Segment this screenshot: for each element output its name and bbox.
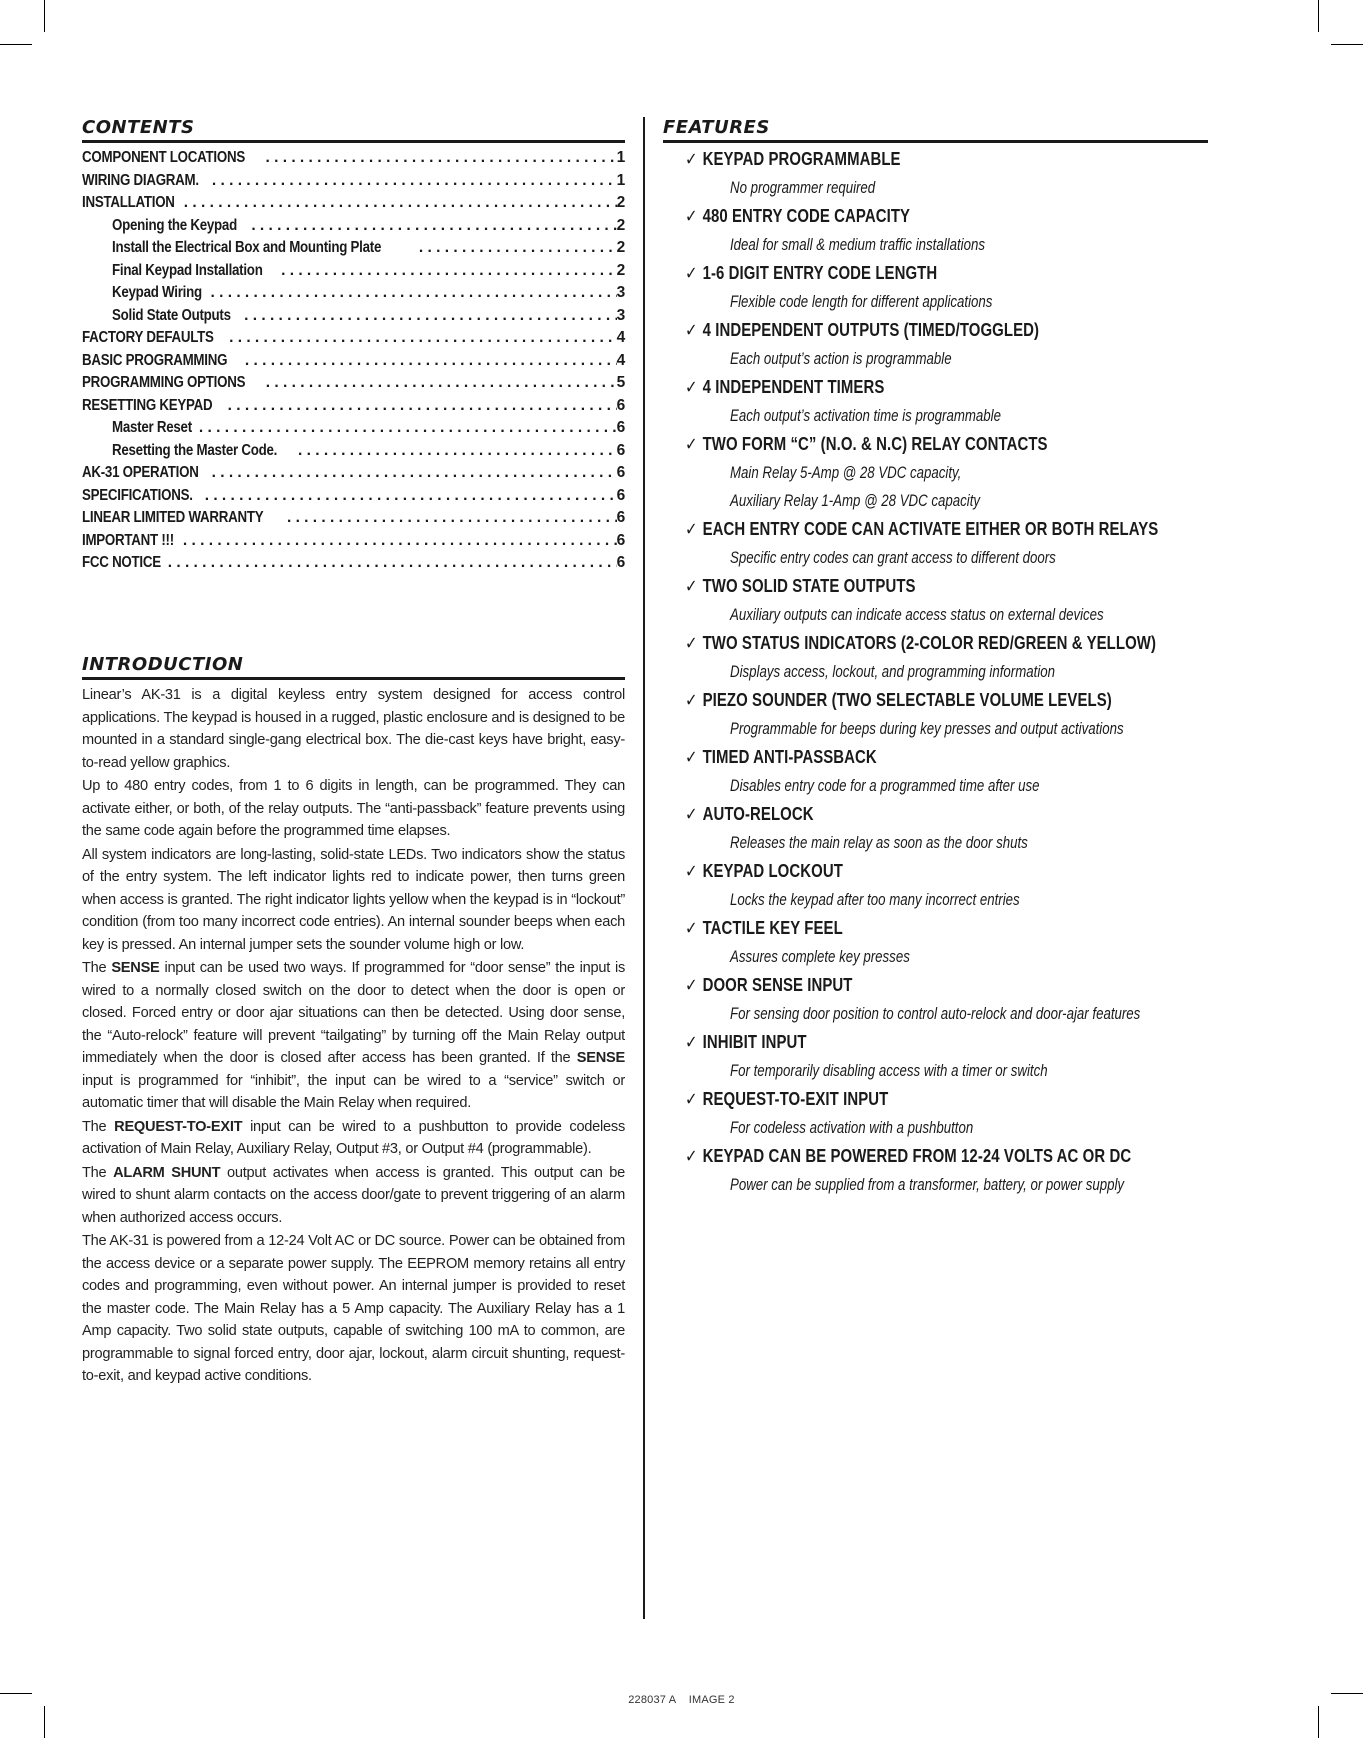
toc-leader-dots: [206, 464, 617, 482]
toc-entry-label: Install the Electrical Box and Mounting Plate: [112, 239, 382, 256]
toc-leader-dots: [222, 397, 617, 415]
feature-item: [663, 914, 1208, 971]
toc-leader-dots: [223, 329, 617, 347]
feature-title-text: KEYPAD CAN BE POWERED FROM 12-24 VOLTS AC OR DC: [702, 1146, 1132, 1166]
toc-leader-dots: [260, 374, 617, 392]
feature-title-text: 4 INDEPENDENT TIMERS: [702, 377, 885, 397]
toc-entry: [82, 262, 625, 285]
feature-title: [685, 971, 853, 1000]
intro-paragraph: The AK-31 is powered from a 12-24 Volt AC or DC source. Power can be obtained from the access device or a separate power supply. The EEPROM memory retains all entry codes and programming, even without power. An internal jumper is provided to reset the master code. The Main Relay has a 5 Amp capacity. The Auxiliary Relay has a 1 Amp capacity. Two solid state outputs, capable of switching 100 mA to common, are programmable to signal forced entry, door ajar, lockout, alarm circuit shunting, request-to-exit, and keypad active conditions.: [82, 1233, 625, 1384]
feature-title: [685, 1028, 807, 1057]
toc-entry: [82, 532, 625, 555]
toc-entry-page: 6: [616, 554, 625, 571]
feature-item: [663, 629, 1208, 686]
feature-item: [663, 572, 1208, 629]
left-column: [82, 117, 625, 1384]
checkmark-icon: ✓: [685, 377, 698, 398]
toc-entry-page: 6: [616, 464, 625, 481]
feature-title-text: 4 INDEPENDENT OUTPUTS (TIMED/TOGGLED): [702, 320, 1040, 340]
feature-description: Power can be supplied from a transformer, battery, or power supply: [730, 1175, 1125, 1194]
term-alarm-shunt: ALARM SHUNT: [113, 1164, 221, 1181]
checkmark-icon: ✓: [685, 1032, 698, 1053]
feature-item: [663, 515, 1208, 572]
feature-item: [663, 202, 1208, 259]
toc-entry-page: 6: [616, 509, 625, 526]
toc-entry: [82, 554, 625, 577]
toc-leader-dots: [238, 307, 617, 325]
feature-title-text: AUTO-RELOCK: [702, 804, 814, 824]
feature-description: Disables entry code for a programmed time after use: [730, 776, 1040, 795]
toc-leader-dots: [177, 532, 617, 550]
toc-entry: [82, 284, 625, 307]
toc-entry-label: Master Reset: [112, 419, 192, 436]
toc-entry-label: FACTORY DEFAULTS: [82, 329, 214, 346]
toc-entry-label: IMPORTANT !!!: [82, 531, 174, 549]
toc-entry-label: COMPONENT LOCATIONS: [82, 149, 245, 166]
term-sense: SENSE: [111, 960, 160, 976]
table-of-contents: [82, 149, 625, 577]
checkmark-icon: ✓: [685, 975, 698, 996]
toc-entry: [82, 329, 625, 352]
feature-description: Ideal for small & medium traffic installations: [730, 235, 985, 254]
introduction-section: [82, 654, 625, 1389]
toc-entry-page: 2: [616, 216, 625, 234]
toc-entry: [82, 352, 625, 375]
feature-title-text: INHIBIT INPUT: [702, 1032, 807, 1052]
toc-entry: [82, 172, 625, 195]
feature-item: [663, 743, 1208, 800]
toc-entry-page: 3: [616, 306, 625, 324]
feature-description: Each output’s activation time is programmable: [730, 406, 1001, 425]
checkmark-icon: ✓: [685, 918, 698, 939]
toc-entry: [82, 419, 625, 442]
feature-title: [685, 572, 916, 601]
feature-item: [663, 430, 1208, 515]
toc-entry-page: 1: [616, 149, 625, 166]
toc-entry-label: RESETTING KEYPAD: [82, 396, 213, 414]
toc-leader-dots: [281, 509, 617, 527]
feature-description: Flexible code length for different applications: [730, 292, 993, 311]
toc-entry-label: BASIC PROGRAMMING: [82, 351, 228, 369]
intro-paragraph: All system indicators are long-lasting, solid-state LEDs. Two indicators show the status of the entry system. The left indicator lights red to indicate power, then turns green when access is granted. The right indicator lights yellow when the keypad is in “lockout” condition (from too many incorrect code entries). An internal sounder beeps when each key is pressed. An internal jumper sets the sounder volume high or low.: [82, 846, 625, 953]
feature-description: Programmable for beeps during key presses and output activations: [730, 719, 1124, 738]
feature-title-text: PIEZO SOUNDER (TWO SELECTABLE VOLUME LEVELS): [702, 690, 1112, 710]
feature-title-text: TWO SOLID STATE OUTPUTS: [702, 576, 916, 596]
toc-leader-dots: [239, 352, 617, 370]
feature-title: [685, 515, 1158, 544]
toc-leader-dots: [259, 149, 616, 167]
toc-entry-label: Solid State Outputs: [112, 306, 231, 324]
feature-description: No programmer required: [730, 178, 876, 197]
toc-entry-page: 5: [616, 374, 625, 391]
toc-entry: [82, 217, 625, 240]
features-title: FEATURES: [663, 117, 1208, 143]
feature-title: [685, 800, 814, 829]
toc-leader-dots: [275, 262, 617, 280]
checkmark-icon: ✓: [685, 804, 698, 825]
toc-leader-dots: [245, 217, 616, 235]
footer-code: 228037 A IMAGE 2: [628, 1694, 735, 1706]
crop-mark: [1318, 0, 1319, 32]
feature-description: Main Relay 5-Amp @ 28 VDC capacity,: [730, 463, 962, 482]
toc-entry-label: AK-31 OPERATION: [82, 464, 199, 481]
intro-paragraph: The SENSE input can be used two ways. If programmed for “door sense” the input is wired to a normally closed switch on the door to detect when the door is open or closed. Forced entry or door ajar situations can then be detected. Using door sense, the “Auto-relock” feature will prevent “tailgating” by turning off the Main Relay output immediately when the door is closed after access has been granted. If the SENSE input is programmed for “inhibit”, the input can be wired to a “service” switch or automatic timer that will disable the Main Relay when required.: [82, 960, 625, 1111]
crop-mark: [1318, 1706, 1319, 1738]
feature-item: [663, 857, 1208, 914]
checkmark-icon: ✓: [685, 206, 698, 227]
feature-title: [685, 629, 1156, 658]
toc-entry: [82, 464, 625, 487]
toc-entry-page: 2: [616, 261, 625, 279]
intro-paragraph: The ALARM SHUNT output activates when access is granted. This output can be wired to shunt alarm contacts on the access door/gate to prevent triggering of an alarm when authorized access occurs.: [82, 1164, 625, 1226]
crop-mark: [1331, 44, 1363, 45]
toc-entry-page: 2: [616, 194, 625, 211]
crop-mark: [44, 1706, 45, 1738]
feature-title-text: REQUEST-TO-EXIT INPUT: [702, 1089, 889, 1109]
feature-item: [663, 1142, 1208, 1199]
toc-entry-page: 6: [616, 531, 625, 549]
checkmark-icon: ✓: [685, 519, 698, 540]
toc-entry-page: 6: [616, 486, 625, 504]
feature-description: Auxiliary outputs can indicate access status on external devices: [730, 605, 1104, 624]
toc-entry-page: 4: [616, 351, 625, 369]
introduction-body: [82, 684, 625, 1388]
toc-entry-page: 2: [616, 239, 625, 256]
crop-mark: [44, 0, 45, 32]
feature-title: [685, 686, 1112, 715]
feature-title-text: DOOR SENSE INPUT: [702, 975, 853, 995]
toc-entry-label: Final Keypad Installation: [112, 261, 263, 279]
features-list: [663, 145, 1208, 1199]
feature-title-text: EACH ENTRY CODE CAN ACTIVATE EITHER OR BOTH RELAYS: [702, 519, 1159, 539]
feature-title: [685, 857, 843, 886]
checkmark-icon: ✓: [685, 434, 698, 455]
toc-entry: [82, 149, 625, 172]
toc-entry-label: SPECIFICATIONS.: [82, 486, 193, 504]
toc-entry-page: 4: [616, 329, 625, 346]
toc-leader-dots: [162, 554, 617, 572]
column-divider: [643, 117, 645, 1619]
feature-title-text: 480 ENTRY CODE CAPACITY: [702, 206, 911, 226]
toc-entry-page: 1: [616, 171, 625, 189]
toc-entry-label: Resetting the Master Code.: [112, 441, 278, 459]
toc-entry: [82, 307, 625, 330]
toc-entry-label: PROGRAMMING OPTIONS: [82, 374, 246, 391]
toc-leader-dots: [204, 284, 616, 302]
intro-paragraph: The REQUEST-TO-EXIT input can be wired to a pushbutton to provide codeless activation of Main Relay, Auxiliary Relay, Output #3, or Output #4 (programmable).: [82, 1118, 625, 1157]
toc-leader-dots: [199, 487, 617, 505]
feature-title-text: 1-6 DIGIT ENTRY CODE LENGTH: [702, 263, 938, 283]
feature-title: [685, 202, 910, 231]
feature-title: [685, 316, 1039, 345]
feature-title: [685, 430, 1048, 459]
feature-item: [663, 316, 1208, 373]
toc-entry-label: Opening the Keypad: [112, 216, 237, 234]
feature-description: Displays access, lockout, and programming information: [730, 662, 1056, 681]
checkmark-icon: ✓: [685, 320, 698, 341]
checkmark-icon: ✓: [685, 1146, 698, 1167]
feature-item: [663, 145, 1208, 202]
toc-entry: [82, 239, 625, 262]
feature-title-text: KEYPAD LOCKOUT: [702, 861, 843, 881]
intro-paragraph: Up to 480 entry codes, from 1 to 6 digits in length, can be programmed. They can activate either, or both, of the relay outputs. The “anti-passback” feature prevents using the same code again before the programmed time elapses.: [82, 778, 625, 839]
checkmark-icon: ✓: [685, 576, 698, 597]
toc-leader-dots: [193, 419, 617, 437]
feature-title: [685, 1142, 1131, 1171]
toc-entry-label: INSTALLATION: [82, 194, 175, 211]
toc-entry-label: FCC NOTICE: [82, 554, 161, 571]
feature-description: Assures complete key presses: [730, 947, 910, 966]
feature-item: [663, 259, 1208, 316]
toc-entry: [82, 487, 625, 510]
toc-entry: [82, 509, 625, 532]
toc-entry: [82, 397, 625, 420]
feature-description: For temporarily disabling access with a timer or switch: [730, 1061, 1048, 1080]
toc-entry: [82, 442, 625, 465]
feature-description: Locks the keypad after too many incorrect entries: [730, 890, 1020, 909]
term-request-to-exit: REQUEST-TO-EXIT: [114, 1118, 243, 1135]
toc-entry-label: LINEAR LIMITED WARRANTY: [82, 509, 264, 526]
introduction-title: INTRODUCTION: [82, 654, 625, 680]
feature-description: Specific entry codes can grant access to different doors: [730, 548, 1056, 567]
feature-title: [685, 914, 843, 943]
toc-entry-page: 6: [616, 441, 625, 459]
feature-description: For codeless activation with a pushbutton: [730, 1118, 974, 1137]
toc-entry: [82, 374, 625, 397]
feature-description: For sensing door position to control auto-relock and door-ajar features: [730, 1004, 1141, 1023]
toc-leader-dots: [292, 442, 617, 460]
feature-title: [685, 743, 877, 772]
checkmark-icon: ✓: [685, 690, 698, 711]
feature-title: [685, 1085, 888, 1114]
toc-entry: [82, 194, 625, 217]
checkmark-icon: ✓: [685, 263, 698, 284]
feature-item: [663, 373, 1208, 430]
term-sense: SENSE: [576, 1050, 625, 1066]
toc-entry-page: 3: [616, 284, 625, 301]
feature-title-text: TACTILE KEY FEEL: [702, 918, 843, 938]
feature-title: [685, 145, 901, 174]
feature-title-text: TIMED ANTI-PASSBACK: [702, 747, 877, 767]
contents-title: CONTENTS: [82, 117, 625, 143]
toc-leader-dots: [413, 239, 617, 257]
checkmark-icon: ✓: [685, 1089, 698, 1110]
checkmark-icon: ✓: [685, 747, 698, 768]
intro-paragraph: Linear’s AK-31 is a digital keyless entry system designed for access control applications. The keypad is housed in a rugged, plastic enclosure and is designed to be mounted in a standard single-gang electrical box. The die-cast keys have bright, easy-to-read yellow graphics.: [82, 687, 625, 771]
right-column: [663, 117, 1208, 1199]
toc-leader-dots: [206, 172, 617, 190]
feature-item: [663, 971, 1208, 1028]
feature-item: [663, 800, 1208, 857]
toc-entry-label: Keypad Wiring: [112, 284, 202, 301]
feature-title: [685, 373, 884, 402]
toc-entry-label: WIRING DIAGRAM.: [82, 171, 199, 189]
crop-mark: [0, 44, 32, 45]
toc-entry-page: 6: [616, 419, 625, 436]
feature-item: [663, 1028, 1208, 1085]
feature-title-text: KEYPAD PROGRAMMABLE: [702, 149, 901, 169]
checkmark-icon: ✓: [685, 149, 698, 170]
checkmark-icon: ✓: [685, 633, 698, 654]
feature-description: Auxiliary Relay 1-Amp @ 28 VDC capacity: [730, 491, 981, 510]
feature-item: [663, 686, 1208, 743]
checkmark-icon: ✓: [685, 861, 698, 882]
toc-entry-page: 6: [616, 396, 625, 414]
toc-leader-dots: [178, 194, 617, 212]
feature-title: [685, 259, 937, 288]
feature-description: Releases the main relay as soon as the door shuts: [730, 833, 1028, 852]
feature-description: Each output’s action is programmable: [730, 349, 952, 368]
feature-title-text: TWO STATUS INDICATORS (2-COLOR RED/GREEN & YELLOW): [702, 633, 1157, 653]
feature-item: [663, 1085, 1208, 1142]
feature-title-text: TWO FORM “C” (N.O. & N.C) RELAY CONTACTS: [702, 434, 1048, 454]
